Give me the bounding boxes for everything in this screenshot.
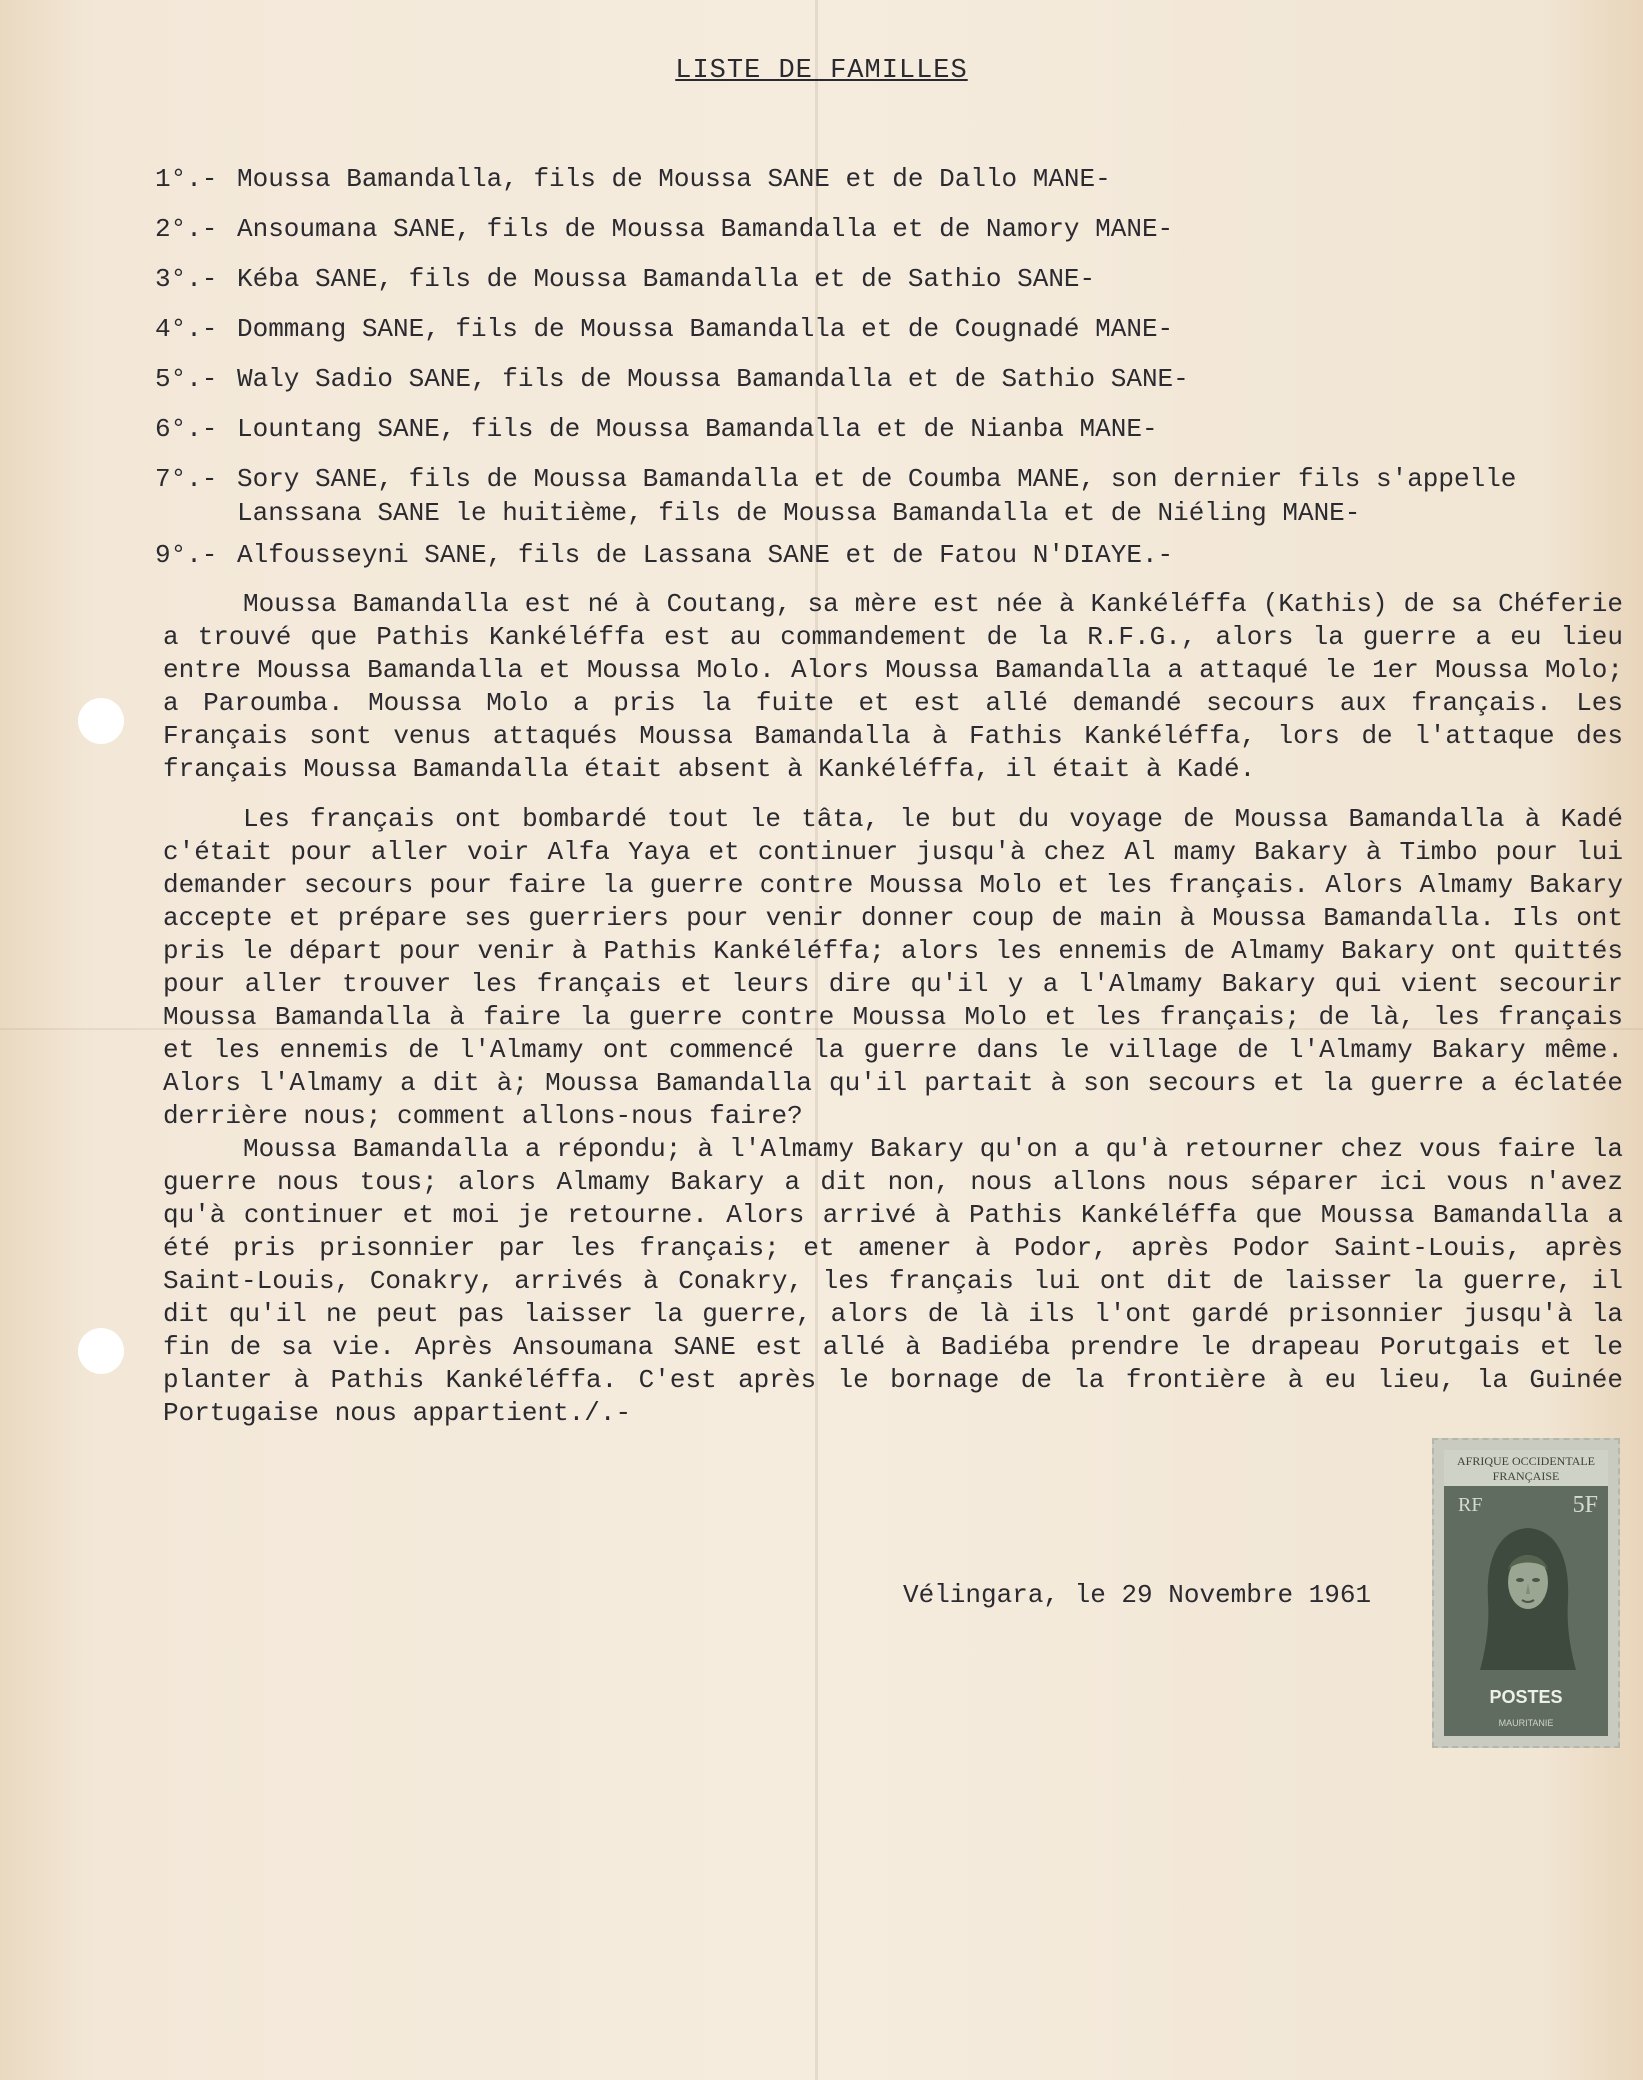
entry-number: 1°.- <box>155 164 218 194</box>
stamp-header-line2: FRANÇAISE <box>1492 1469 1560 1483</box>
entry-number: 4°.- <box>155 314 218 344</box>
family-entry <box>155 304 1625 354</box>
entry-number: 3°.- <box>155 264 218 294</box>
entry-number: 9°.- <box>155 540 218 570</box>
entry-text: Alfousseyni SANE, fils de Lassana SANE et de Fatou N'DIAYE.- <box>237 540 1174 570</box>
entry-text: Ansoumana SANE, fils de Moussa Bamandalla et de Namory MANE- <box>237 214 1174 244</box>
entry-text: Moussa Bamandalla, fils de Moussa SANE et de Dallo MANE- <box>237 164 1111 194</box>
family-entry <box>155 404 1625 454</box>
punch-hole-icon <box>78 698 124 744</box>
family-list <box>155 154 1625 580</box>
stamp-header-line1: AFRIQUE OCCIDENTALE <box>1456 1454 1596 1468</box>
stamp-monogram: RF <box>1458 1494 1483 1516</box>
veiled-woman-icon <box>1478 1520 1578 1670</box>
stamp-label: POSTES <box>1489 1687 1563 1707</box>
entry-text: Dommang SANE, fils de Moussa Bamandalla et de Cougnadé MANE- <box>237 314 1174 344</box>
family-entry <box>155 530 1625 580</box>
narrative-body <box>163 588 1623 1447</box>
narrative-paragraph: Moussa Bamandalla est né à Coutang, sa mère est née à Kankéléffa (Kathis) de sa Chéferie a trouvé que Pathis Kankéléffa est au commandement de la R.F.G., alors la guerre a eu lieu entre Moussa Bamandalla et Moussa Molo. Alors Moussa Bamandalla a attaqué le 1er Moussa Molo; a Paroumba. Moussa Molo a pris la fuite et est allé demandé secours aux français. Les Français sont venus attaqués Moussa Bamandalla à Fathis Kankéléffa, lors de l'attaque des français Moussa Bamandalla était absent à Kankéléffa, il était à Kadé. <box>163 589 1623 784</box>
entry-text: Lountang SANE, fils de Moussa Bamandalla et de Nianba MANE- <box>237 414 1158 444</box>
document-title: LISTE DE FAMILLES <box>675 56 968 86</box>
family-entry <box>155 204 1625 254</box>
family-entry <box>155 254 1625 304</box>
entry-text: Kéba SANE, fils de Moussa Bamandalla et de Sathio SANE- <box>237 264 1096 294</box>
stamp-value: 5F <box>1572 1492 1598 1518</box>
postage-stamp <box>1432 1438 1620 1748</box>
entry-text: Sory SANE, fils de Moussa Bamandalla et de Coumba MANE, son dernier fils s'appelle Lanssana SANE le huitième, fils de Moussa Bamandalla et de Niéling MANE- <box>237 464 1517 528</box>
entry-number: 2°.- <box>155 214 218 244</box>
family-entry <box>155 454 1625 530</box>
stamp-header <box>1444 1450 1608 1486</box>
entry-text: Waly Sadio SANE, fils de Moussa Bamandalla et de Sathio SANE- <box>237 364 1189 394</box>
stamp-country: MAURITANIE <box>1498 1718 1554 1728</box>
stamp-image <box>1444 1450 1608 1736</box>
punch-hole-icon <box>78 1328 124 1374</box>
entry-number: 7°.- <box>155 464 218 494</box>
entry-number: 5°.- <box>155 364 218 394</box>
family-entry <box>155 154 1625 204</box>
narrative-paragraph: Les français ont bombardé tout le tâta, le but du voyage de Moussa Bamandalla à Kadé c'était pour aller voir Alfa Yaya et continuer jusqu'à chez Al mamy Bakary à Timbo pour lui demander secours pour faire la guerre contre Moussa Molo et les français. Alors Almamy Bakary accepte et prépare ses guerriers pour venir donner coup de main à Moussa Bamandalla. Ils ont pris le départ pour venir à Pathis Kankéléffa; alors les ennemis de Almamy Bakary ont quittés pour aller trouver les français et leurs dire qu'il y a l'Almamy Bakary qui vient secourir Moussa Bamandalla à faire la guerre contre Moussa Molo et les français; de là, les français et les ennemis de l'Almamy ont commencé la guerre dans le village de l'Almamy Bakary même. Alors l'Almamy a dit à; Moussa Bamandalla qu'il partait à son secours et la guerre a éclatée derrière nous; comment allons-nous faire? <box>163 804 1623 1131</box>
family-entry <box>155 354 1625 404</box>
narrative-paragraph: Moussa Bamandalla a répondu; à l'Almamy Bakary qu'on a qu'à retourner chez vous faire la guerre nous tous; alors Almamy Bakary a dit non, nous allons nous séparer ici vous n'avez qu'à continuer et moi je retourne. Alors arrivé à Pathis Kankéléffa que Moussa Bamandalla a été pris prisonnier par les français; et amener à Podor, après Podor Saint-Louis, après Saint-Louis, Conakry, arrivés à Conakry, les français lui ont dit de laisser la guerre, il dit qu'il ne peut pas laisser la guerre, alors de là ils l'ont gardé prisonnier jusqu'à la fin de sa vie. Après Ansoumana SANE est allé à Badiéba prendre le drapeau Porutgais et le planter à Pathis Kankéléffa. C'est après le bornage de la frontière à eu lieu, la Guinée Portugaise nous appartient./.- <box>163 1134 1623 1428</box>
entry-number: 6°.- <box>155 414 218 444</box>
place-and-date: Vélingara, le 29 Novembre 1961 <box>903 1580 1372 1610</box>
